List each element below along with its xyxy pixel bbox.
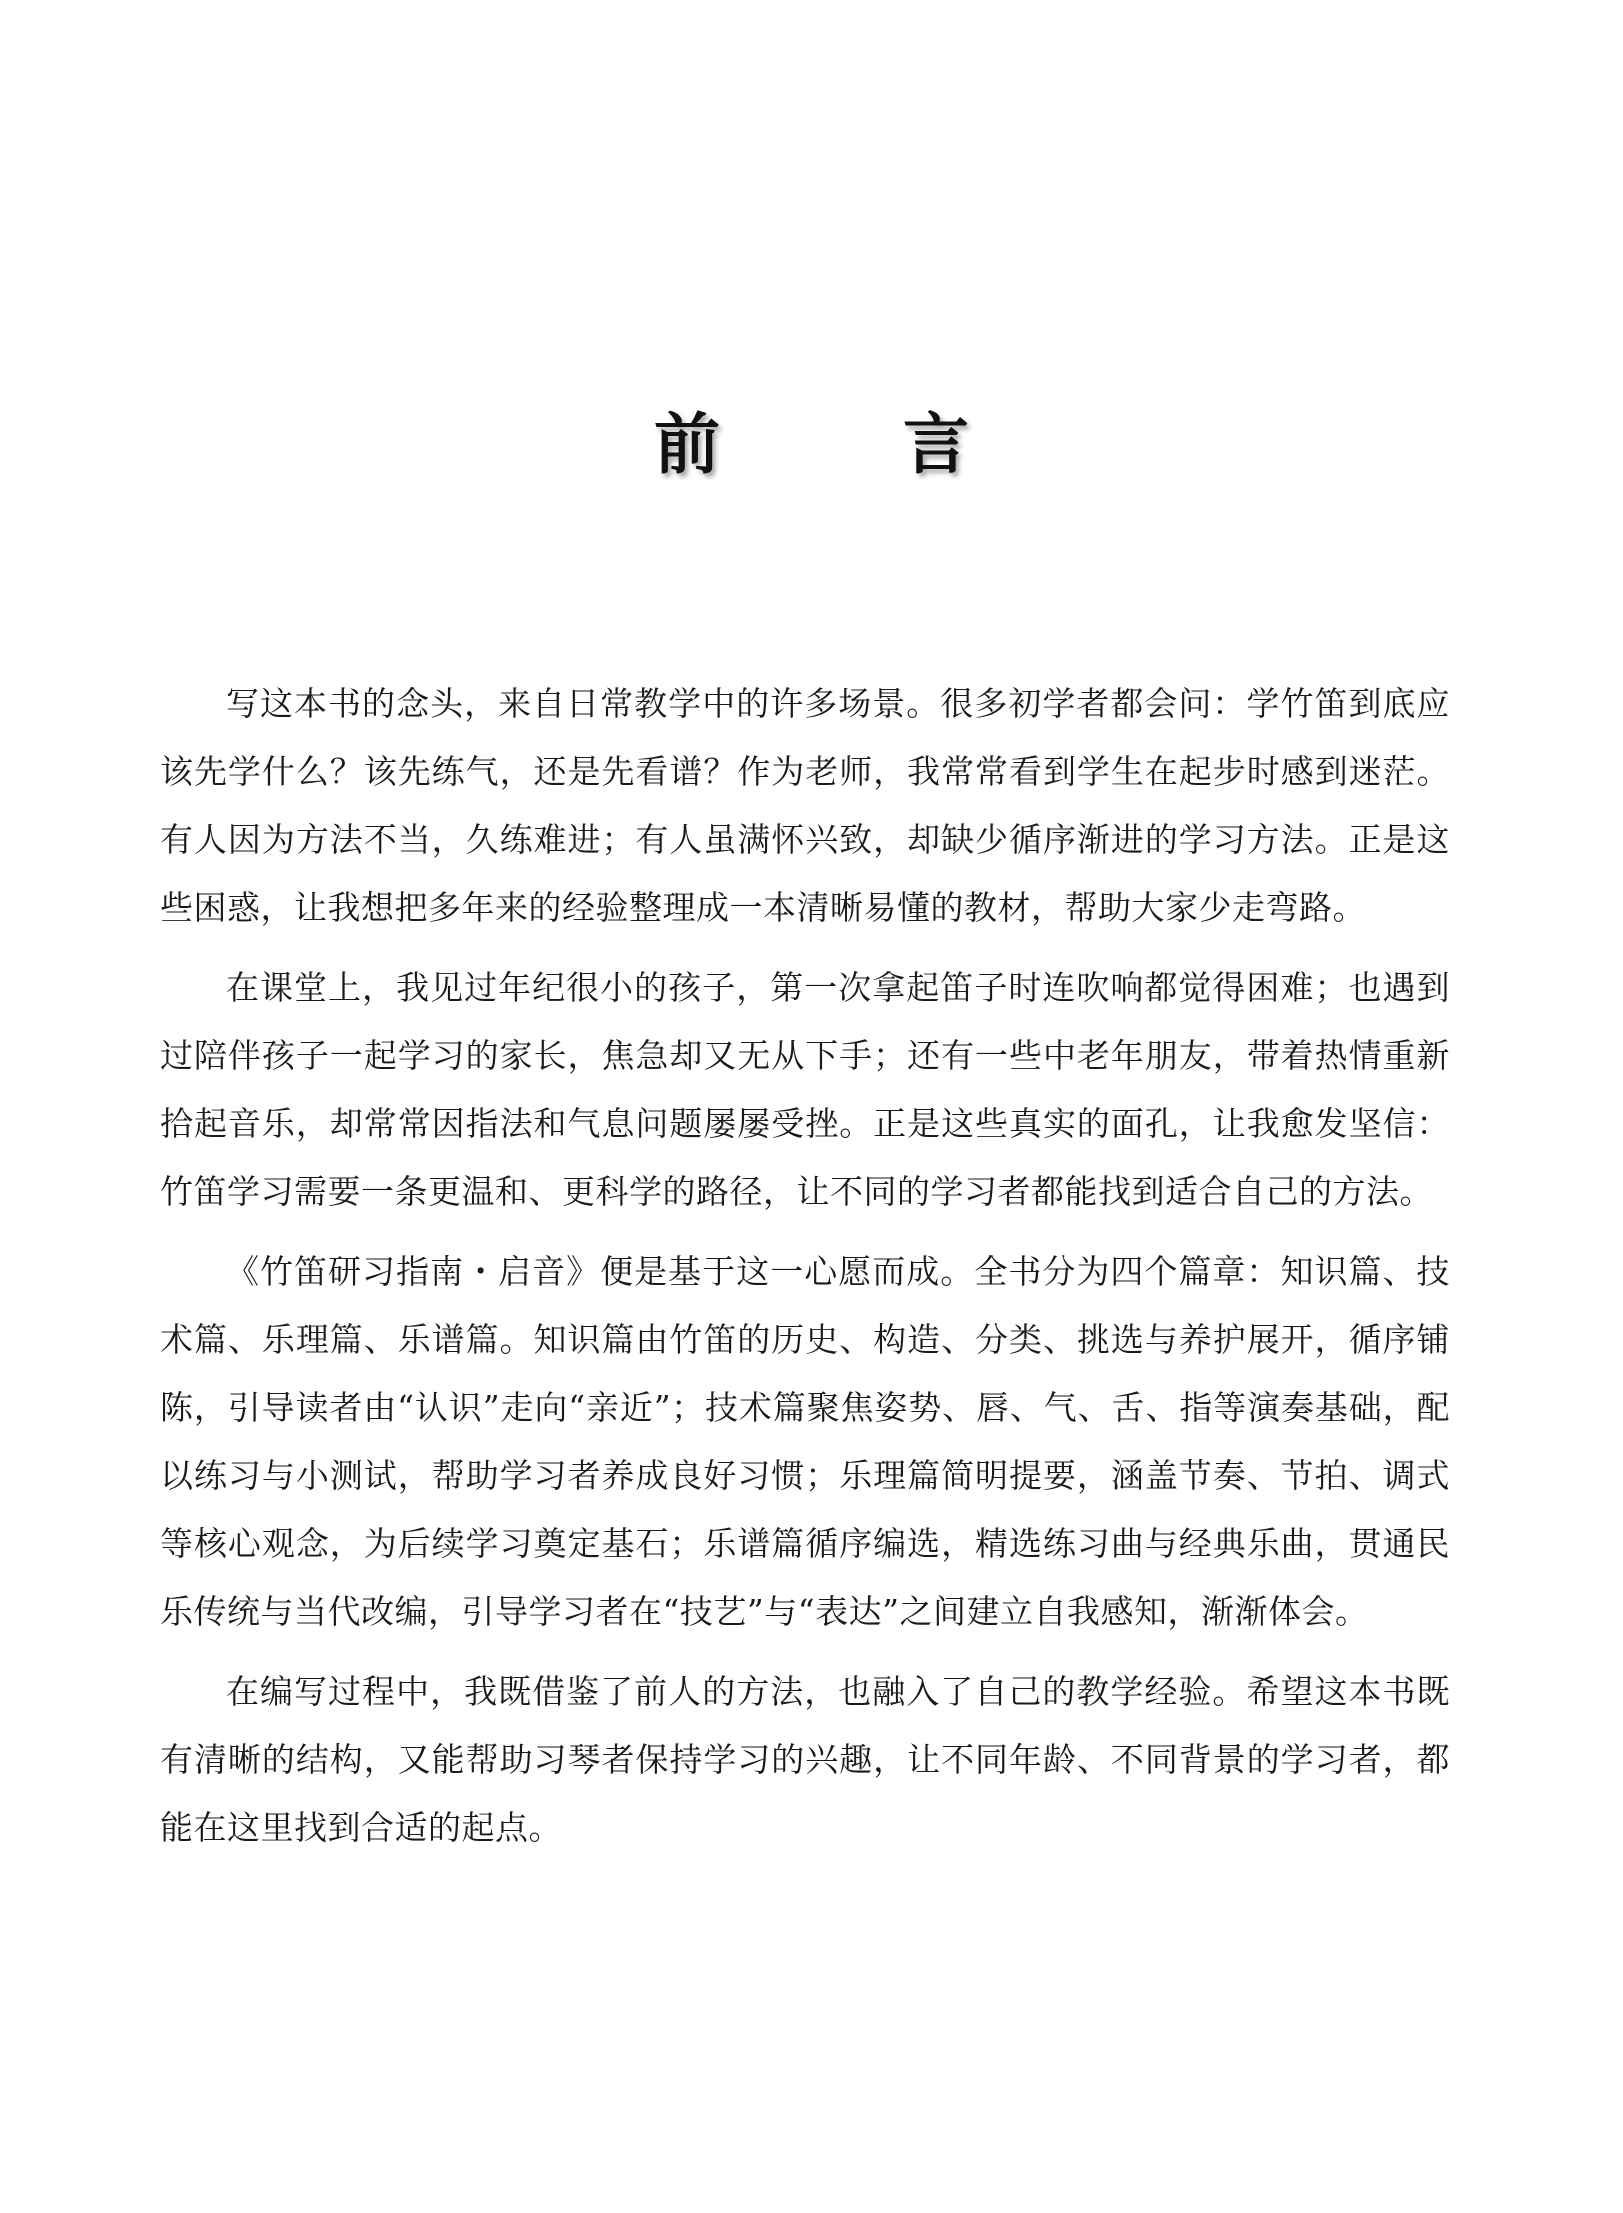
paragraph-3: 《竹笛研习指南・启音》便是基于这一心愿而成。全书分为四个篇章：知识篇、技术篇、乐理篇、乐谱篇。知识篇由竹笛的历史、构造、分类、挑选与养护展开，循序铺陈，引导读者由“认识”走向“亲近”；技术篇聚焦姿势、唇、气、舌、指等演奏基础，配以练习与小测试，帮助学习者养成良好习惯；乐理篇简明提要，涵盖节奏、节拍、调式等核心观念，为后续学习奠定基石；乐谱篇循序编选，精选练习曲与经典乐曲，贯通民乐传统与当代改编，引导学习者在“技艺”与“表达”之间建立自我感知，渐渐体会。 [160, 1252, 1450, 1631]
paragraph-1: 写这本书的念头，来自日常教学中的许多场景。很多初学者都会问：学竹笛到底应该先学什么？该先练气，还是先看谱？作为老师，我常常看到学生在起步时感到迷茫。有人因为方法不当，久练难进；有人虽满怀兴致，却缺少循序渐进的学习方法。正是这些困惑，让我想把多年来的经验整理成一本清晰易懂的教材，帮助大家少走弯路。 [160, 684, 1450, 927]
preface-body [160, 670, 1450, 1874]
page-title: 前 言 [654, 406, 1049, 484]
paragraph-2: 在课堂上，我见过年纪很小的孩子，第一次拿起笛子时连吹响都觉得困难；也遇到过陪伴孩子一起学习的家长，焦急却又无从下手；还有一些中老年朋友，带着热情重新拾起音乐，却常常因指法和气息问题屡屡受挫。正是这些真实的面孔，让我愈发坚信：竹笛学习需要一条更温和、更科学的路径，让不同的学习者都能找到适合自己的方法。 [160, 968, 1450, 1211]
paragraph-4: 在编写过程中，我既借鉴了前人的方法，也融入了自己的教学经验。希望这本书既有清晰的结构，又能帮助习琴者保持学习的兴趣，让不同年龄、不同背景的学习者，都能在这里找到合适的起点。 [160, 1672, 1450, 1847]
